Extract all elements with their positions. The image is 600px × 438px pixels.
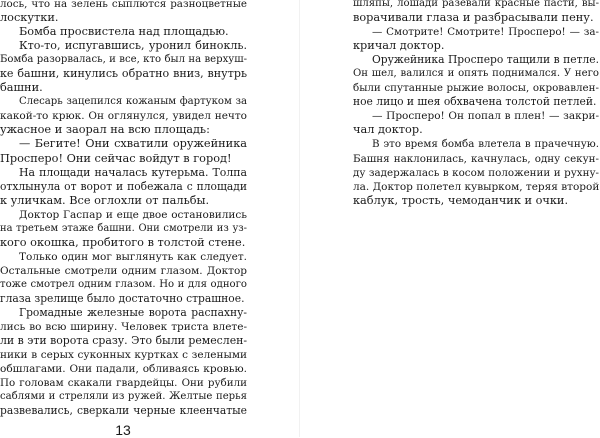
text-line: каблук, трость, чемоданчик и очки. xyxy=(353,193,569,207)
text-line: шляпы, лошади разевали красные пасти, вы- xyxy=(353,0,599,9)
left-page-text xyxy=(0,0,247,418)
text-line: ворачивали глаза и разбрасывали пену. xyxy=(353,11,594,25)
page-number: 13 xyxy=(115,422,131,438)
text-line: Бомба просвистела над площадью. xyxy=(19,25,229,39)
text-line: саблями и стреляли из ружей. Желтые перья xyxy=(0,391,247,403)
text-line: ужасное и заорал на всю площадь: xyxy=(0,123,210,137)
text-line: тоже смотрел одним глазом. Но и для одного xyxy=(0,278,247,290)
text-line: кого окошка, пробитого в толстой стене. xyxy=(0,235,246,249)
text-line: ду задержалась в косом положении и рухну- xyxy=(353,166,599,179)
text-line: были спутанные рыжие волосы, окровавлен- xyxy=(353,82,599,95)
text-line: кричал доктор. xyxy=(353,39,445,53)
text-line: — Просперо! Он попал в плен! — закри- xyxy=(372,110,599,123)
text-line: По головам скакали гвардейцы. Они рубили xyxy=(0,377,247,390)
text-line: Только один мог выглянуть как следует. xyxy=(19,250,247,263)
text-line: на третьем этаже башни. Они смотрели из уз- xyxy=(0,222,247,234)
text-line: ное лицо и шея обхвачена толстой петлей. xyxy=(353,95,597,109)
text-line: Кто-то, испугавшись, уронил бинокль. xyxy=(19,39,247,53)
text-line: башни. xyxy=(0,81,43,95)
text-line: — Смотрите! Смотрите! Просперо! — за- xyxy=(372,26,599,39)
text-line: В это время бомба влетела в прачечную. xyxy=(372,138,599,151)
text-line: к уличкам. Все оглохли от пальбы. xyxy=(0,193,210,207)
text-line: Доктор Гаспар и еще двое остановились xyxy=(19,208,247,221)
text-line: ли в эти ворота сразу. Это были ремеслен- xyxy=(0,334,247,348)
text-line: глаза зрелище было достаточно страшное. xyxy=(0,291,245,305)
left-page xyxy=(0,0,300,437)
right-page xyxy=(300,0,600,437)
text-line: Просперо! Они сейчас войдут в город! xyxy=(0,151,232,165)
text-line: лоскутки. xyxy=(0,11,59,25)
text-line: Бомба разорвалась, и все, кто был на верхуш- xyxy=(0,54,247,66)
text-line: Громадные железные ворота распахну- xyxy=(19,306,247,320)
text-line: — Бегите! Они схватили оружейника xyxy=(19,137,247,151)
text-line: ке башни, кинулись обратно вниз, внутрь xyxy=(0,67,247,81)
text-line: Башня наклонилась, качнулась, одну секун- xyxy=(353,152,599,165)
text-line: На площади началась кутерьма. Толпа xyxy=(19,165,247,179)
text-line: отхлынула от ворот и побежала с площади xyxy=(0,179,247,193)
text-line: чал доктор. xyxy=(353,123,423,137)
text-line: Оружейника Просперо тащили в петле. xyxy=(372,53,599,67)
text-line: развевались, сверкали черные клеенчатые xyxy=(0,404,247,418)
text-line: ла. Доктор полетел кувырком, теряя второй xyxy=(353,180,599,193)
text-line: Остальные смотрели одним глазом. Доктор xyxy=(0,264,247,277)
text-line: обшлагами. Они падали, обливаясь кровью. xyxy=(0,363,247,376)
text-line: Он шел, валился и опять поднимался. У него xyxy=(353,68,599,80)
text-line: лись во всю ширину. Человек триста влете- xyxy=(0,321,247,334)
text-line: ники в серых суконных куртках с зелеными xyxy=(0,349,247,362)
text-line: какой-то крюк. Он оглянулся, увидел нечто xyxy=(0,110,247,123)
text-line: лось, что на зелень сыплются разноцветные xyxy=(0,0,247,10)
right-page-text xyxy=(353,0,599,208)
text-line: Слесарь зацепился кожаным фартуком за xyxy=(19,96,247,108)
